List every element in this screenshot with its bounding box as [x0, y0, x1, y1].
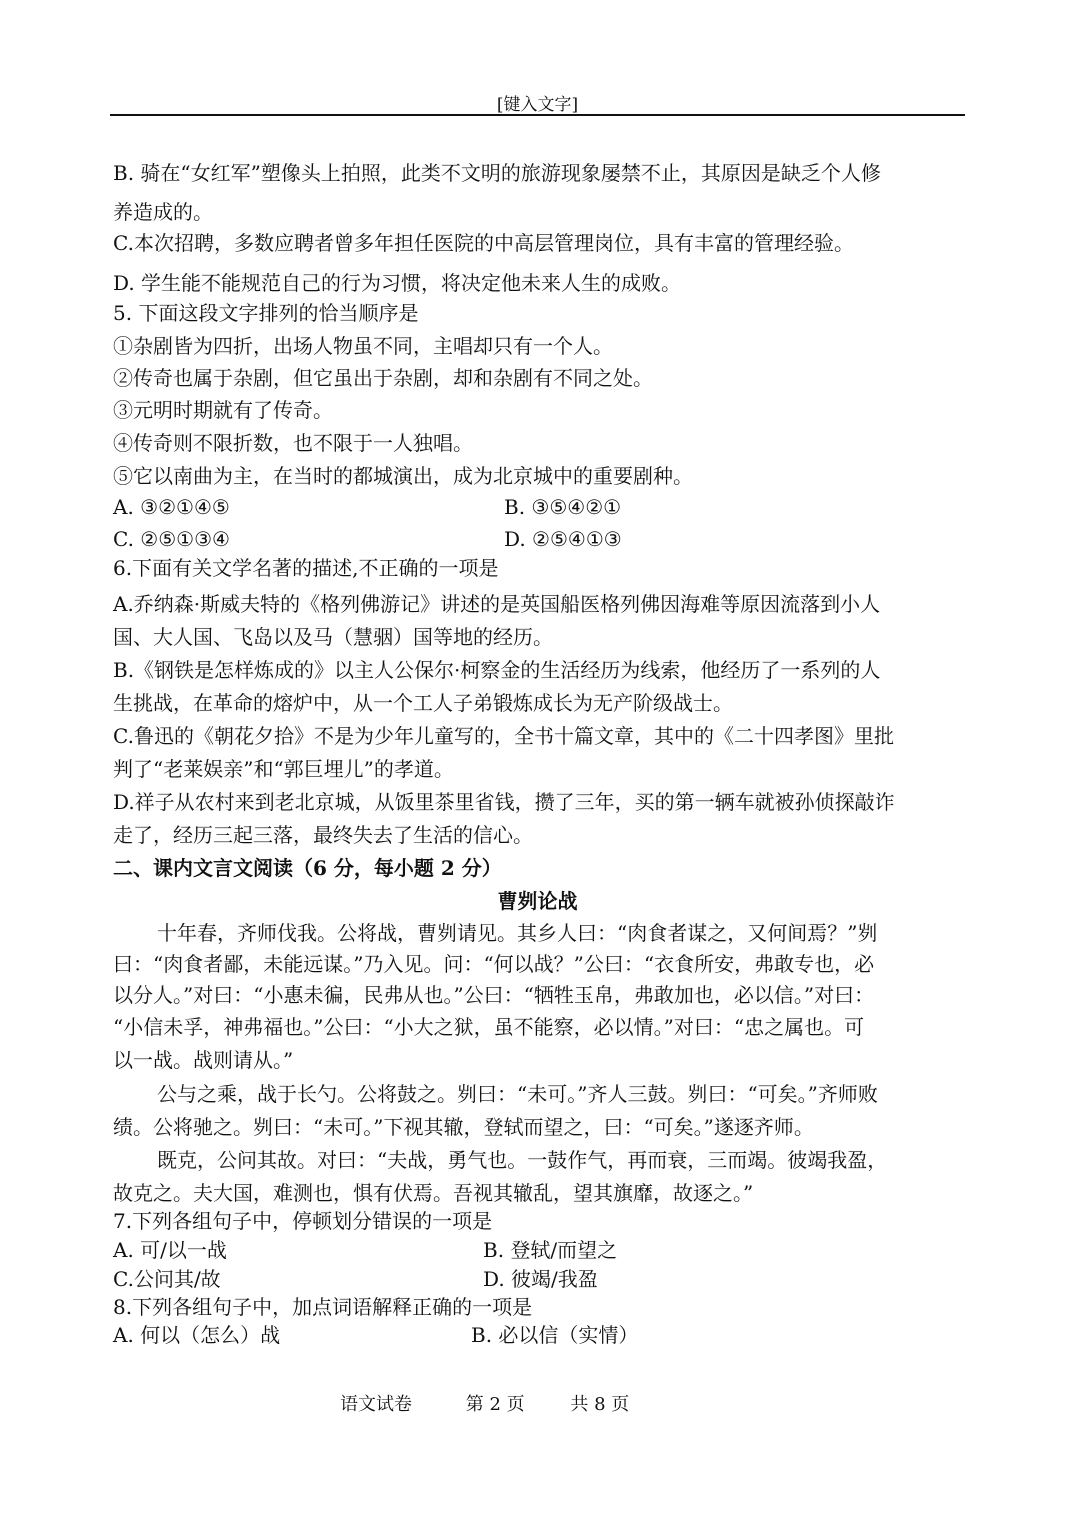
footer-subject: 语文试卷: [340, 1394, 412, 1415]
passage-line: 既克，公问其故。对曰：“夫战，勇气也。一鼓作气，再而衰，三而竭。彼竭我盈，: [157, 1148, 888, 1172]
q5-option-b: B. ③⑤④②①: [504, 495, 622, 519]
q7-option-a: A. 可/以一战: [113, 1238, 227, 1262]
text-line: B.《钢铁是怎样炼成的》以主人公保尔·柯察金的生活经历为线索，他经历了一系列的人: [113, 658, 881, 682]
text-line: 走了，经历三起三落，最终失去了生活的信心。: [113, 823, 533, 847]
text-line: 养造成的。: [113, 200, 213, 224]
page-header: [键入文字]: [496, 95, 579, 115]
text-line: C.本次招聘，多数应聘者曾多年担任医院的中高层管理岗位，具有丰富的管理经验。: [113, 231, 854, 255]
footer-total-pages: 共 8 页: [570, 1394, 630, 1415]
text-line: 以一战。战则请从。”: [113, 1048, 294, 1072]
q5-option-c: C. ②⑤①③④: [113, 527, 230, 551]
text-line: 故克之。夫大国，难测也，惧有伏焉。吾视其辙乱，望其旗靡，故逐之。”: [113, 1181, 754, 1205]
passage-title: 曹刿论战: [497, 889, 578, 913]
header-rule: [110, 114, 965, 116]
q7-option-c: C.公问其/故: [113, 1267, 221, 1291]
text-line: 6.下面有关文学名著的描述,不正确的一项是: [113, 556, 499, 580]
text-line: ③元明时期就有了传奇。: [113, 398, 333, 422]
passage-line: 公与之乘，战于长勺。公将鼓之。刿曰：“未可。”齐人三鼓。刿曰：“可矣。”齐师败: [157, 1082, 878, 1106]
q5-option-a: A. ③②①④⑤: [113, 495, 230, 519]
q5-option-d: D. ②⑤④①③: [504, 527, 622, 551]
section2-heading: 二、课内文言文阅读（6 分，每小题 2 分）: [113, 856, 502, 880]
text-line: “小信未孚，神弗福也。”公曰：“小大之狱，虽不能察，必以情。”对曰：“忠之属也。可: [113, 1015, 865, 1039]
q8-option-a: A. 何以（怎么）战: [113, 1323, 281, 1347]
text-line: ②传奇也属于杂剧，但它虽出于杂剧，却和杂剧有不同之处。: [113, 366, 653, 390]
text-line: 判了“老莱娱亲”和“郭巨埋儿”的孝道。: [113, 757, 454, 781]
page-footer: [340, 1390, 629, 1416]
q7-option-b: B. 登轼/而望之: [483, 1238, 618, 1262]
text-line: 国、大人国、飞岛以及马（慧骃）国等地的经历。: [113, 625, 553, 649]
text-line: ①杂剧皆为四折，出场人物虽不同，主唱却只有一个人。: [113, 334, 613, 358]
text-line: 绩。公将驰之。刿曰：“未可。”下视其辙，登轼而望之，曰：“可矣。”遂逐齐师。: [113, 1115, 814, 1139]
q7-option-d: D. 彼竭/我盈: [483, 1267, 598, 1291]
text-line: B. 骑在“女红军”塑像头上拍照，此类不文明的旅游现象屡禁不止，其原因是缺乏个人修: [113, 161, 881, 185]
text-line: 5. 下面这段文字排列的恰当顺序是: [113, 301, 419, 325]
q8-option-b: B. 必以信（实情）: [471, 1323, 639, 1347]
text-line: D. 学生能不能规范自己的行为习惯，将决定他未来人生的成败。: [113, 271, 682, 295]
text-line: 8.下列各组句子中，加点词语解释正确的一项是: [113, 1295, 533, 1319]
passage-line: 以分人。”对曰：“小惠未徧，民弗从也。”公曰：“牺牲玉帛，弗敢加也，必以信。”对曰：: [113, 983, 875, 1007]
text-line: 生挑战，在革命的熔炉中，从一个工人子弟锻炼成长为无产阶级战士。: [113, 691, 733, 715]
text-line: ⑤它以南曲为主，在当时的都城演出，成为北京城中的重要剧种。: [113, 464, 693, 488]
passage-line: 曰：“肉食者鄙，未能远谋。”乃入见。问：“何以战？”公曰：“衣食所安，弗敢专也，必: [113, 952, 875, 976]
passage-line: 十年春，齐师伐我。公将战，曹刿请见。其乡人曰：“肉食者谋之，又何间焉？”刿: [157, 921, 878, 945]
text-line: ④传奇则不限折数，也不限于一人独唱。: [113, 431, 473, 455]
footer-page-number: 第 2 页: [465, 1394, 525, 1415]
text-line: C.鲁迅的《朝花夕拾》不是为少年儿童写的，全书十篇文章，其中的《二十四孝图》里批: [113, 724, 894, 748]
text-line: D.祥子从农村来到老北京城，从饭里茶里省钱，攒了三年，买的第一辆车就被孙侦探敲诈: [113, 790, 895, 814]
text-line: 7.下列各组句子中，停顿划分错误的一项是: [113, 1209, 493, 1233]
text-line: A.乔纳森·斯威夫特的《格列佛游记》讲述的是英国船医格列佛因海难等原因流落到小人: [113, 592, 881, 616]
